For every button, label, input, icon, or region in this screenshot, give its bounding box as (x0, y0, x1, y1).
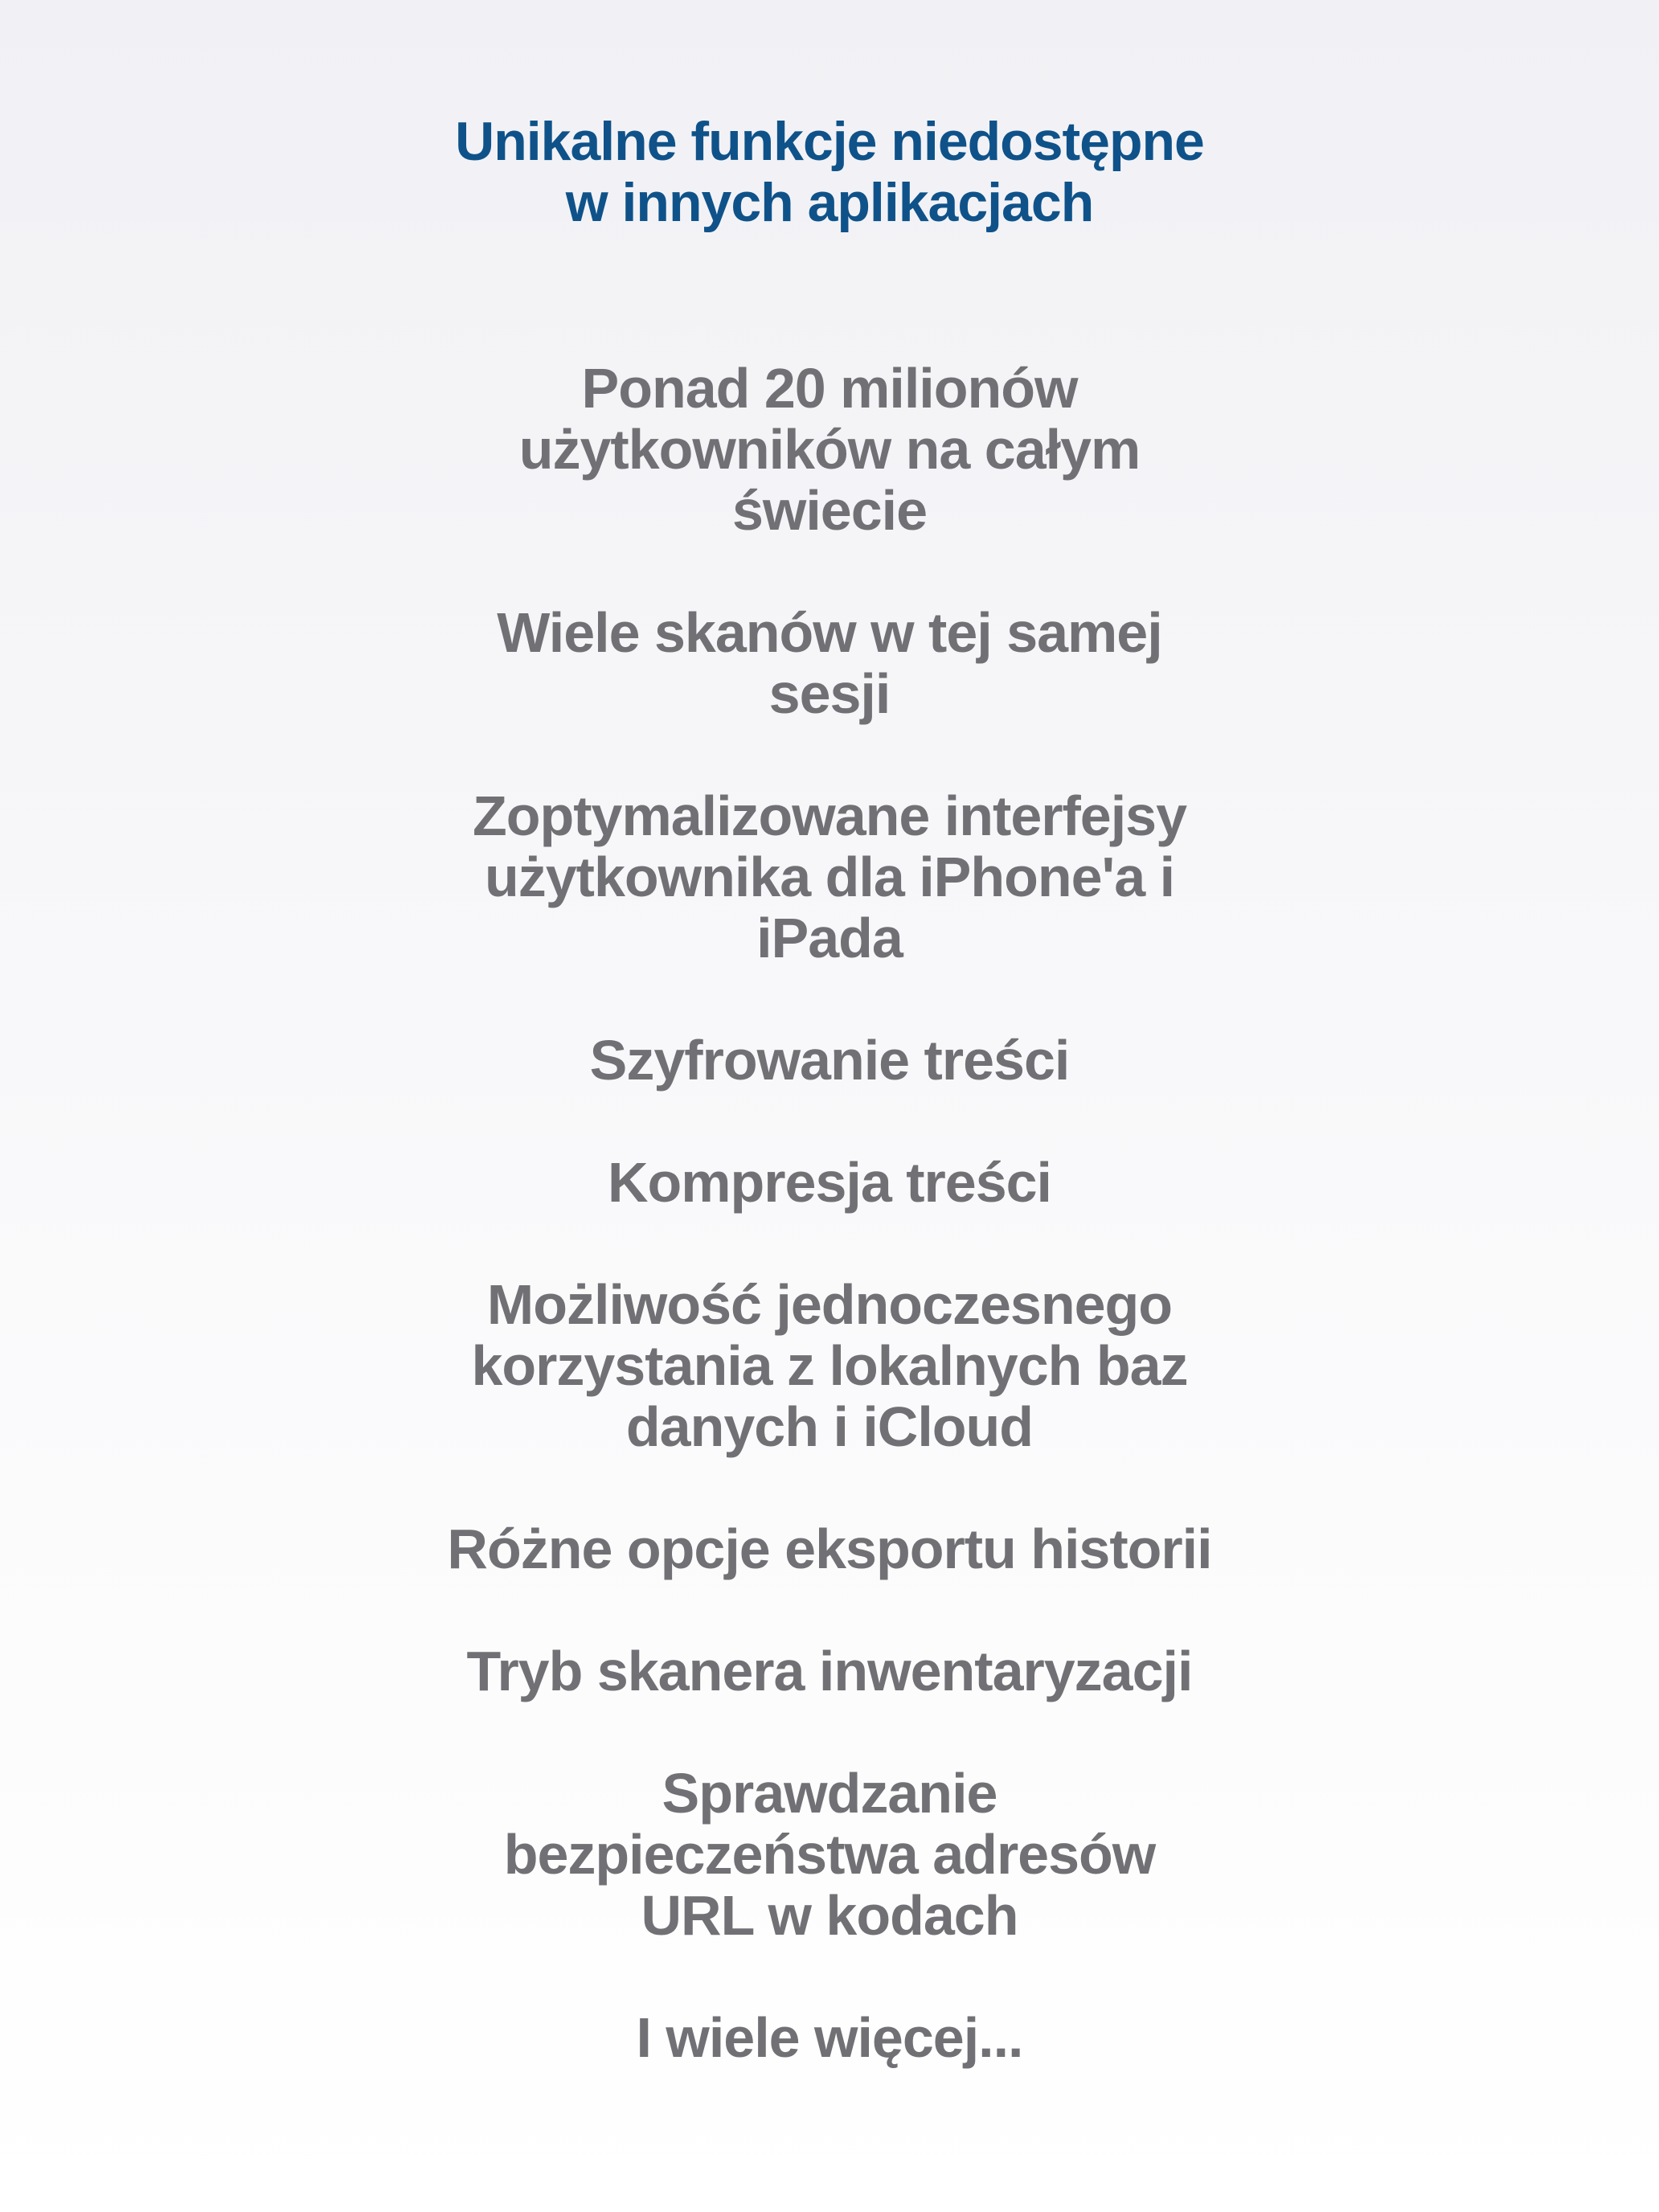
feature-line: bezpieczeństwa adresów (503, 1823, 1156, 1886)
feature-line: Ponad 20 milionów (581, 357, 1078, 420)
feature-line: użytkowników na całym (518, 418, 1141, 481)
feature-line: Możliwość jednoczesnego (486, 1273, 1173, 1336)
feature-optimized-ui (387, 785, 1272, 969)
feature-line: I wiele więcej... (636, 2006, 1023, 2069)
page-title-line: w innych aplikacjach (565, 172, 1094, 233)
feature-multiple-scans (387, 602, 1272, 724)
feature-line: sesji (768, 662, 891, 725)
feature-inventory-mode (387, 1641, 1272, 1702)
feature-line: Zoptymalizowane interfejsy (472, 784, 1187, 847)
feature-export-options (387, 1518, 1272, 1579)
feature-local-and-icloud (387, 1274, 1272, 1457)
feature-line: Sprawdzanie (662, 1762, 997, 1825)
page-title-line: Unikalne funkcje niedostępne (455, 111, 1204, 172)
feature-line: Tryb skanera inwentaryzacji (466, 1640, 1193, 1702)
feature-line: Różne opcje eksportu historii (447, 1518, 1212, 1580)
page-title (347, 111, 1312, 233)
feature-line: użytkownika dla iPhone'a i (484, 846, 1175, 908)
feature-users-count (387, 358, 1272, 541)
feature-line: korzystania z lokalnych baz (471, 1334, 1188, 1397)
feature-line: Kompresja treści (607, 1151, 1052, 1214)
feature-line: danych i iCloud (625, 1395, 1034, 1458)
feature-line: URL w kodach (641, 1884, 1018, 1947)
feature-compression (387, 1152, 1272, 1213)
feature-line: świecie (731, 479, 928, 542)
feature-url-safety (387, 1763, 1272, 1946)
feature-and-more (387, 2007, 1272, 2068)
feature-line: iPada (756, 907, 903, 969)
feature-line: Szyfrowanie treści (589, 1029, 1070, 1092)
feature-line: Wiele skanów w tej samej (497, 601, 1162, 664)
feature-list (387, 358, 1272, 2129)
feature-encryption (387, 1030, 1272, 1091)
